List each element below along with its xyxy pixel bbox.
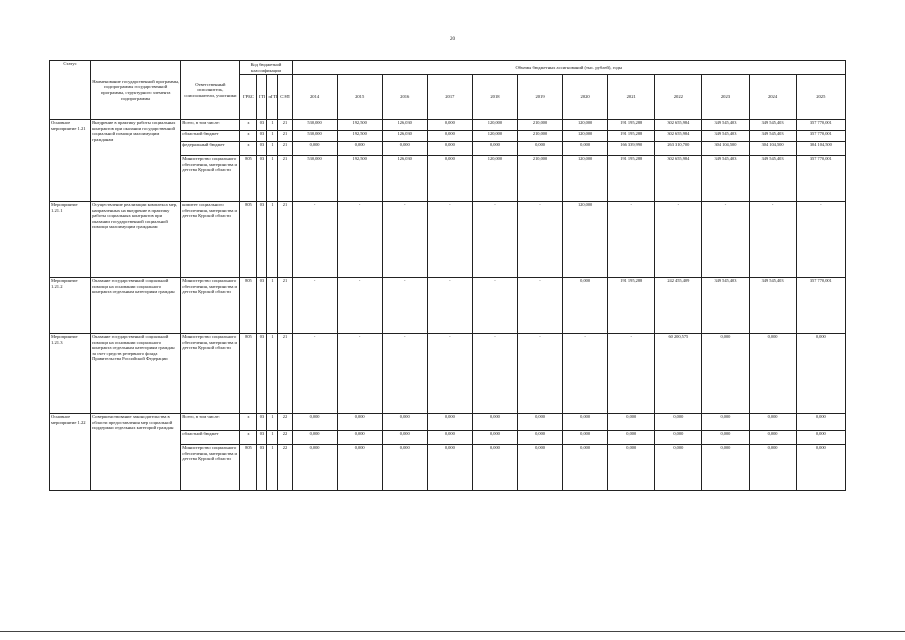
value-cell: 0,000 <box>292 445 337 491</box>
value-cell: 166 339,990 <box>608 142 655 156</box>
value-cell: 60 200,575 <box>655 334 702 414</box>
value-cell: - <box>292 334 337 414</box>
code-cell: 03 <box>257 202 267 278</box>
value-cell: 0,000 <box>749 445 796 491</box>
code-cell: 22 <box>278 431 292 445</box>
code-cell: 1 <box>267 120 278 131</box>
code-cell: х <box>240 120 257 131</box>
value-cell: 0,000 <box>427 131 472 142</box>
code-cell: х <box>240 414 257 431</box>
value-cell: 120,000 <box>472 131 517 142</box>
code-cell: 21 <box>278 142 292 156</box>
value-cell: 0,000 <box>337 142 382 156</box>
value-cell: 0,000 <box>749 431 796 445</box>
value-cell: 192,500 <box>337 156 382 202</box>
value-cell: 304 104,500 <box>796 142 845 156</box>
code-cell: 1 <box>267 334 278 414</box>
code-cell: 21 <box>278 278 292 334</box>
code-cell: 03 <box>257 334 267 414</box>
value-cell: 530,000 <box>292 131 337 142</box>
value-cell: 304 104,500 <box>749 142 796 156</box>
value-cell: 302 655,984 <box>655 131 702 142</box>
code-cell: 1 <box>267 142 278 156</box>
value-cell: - <box>472 278 517 334</box>
value-cell: - <box>563 334 608 414</box>
name-cell: Внедрение в практику работы социальных контрактов при оказании государственной социальной помощи малоимущим гражданам <box>91 120 181 202</box>
value-cell: 0,000 <box>702 445 749 491</box>
value-cell: 0,000 <box>292 431 337 445</box>
value-cell: 0,000 <box>655 445 702 491</box>
header-year: 2021 <box>608 75 655 120</box>
value-cell: 349 545,403 <box>749 120 796 131</box>
value-cell: 126,030 <box>382 156 427 202</box>
value-cell: - <box>337 202 382 278</box>
value-cell: 191 195,288 <box>608 120 655 131</box>
code-cell: 21 <box>278 202 292 278</box>
value-cell: - <box>517 202 562 278</box>
value-cell: - <box>382 202 427 278</box>
header-volumes: Объемы бюджетных ассигнований (тыс. рублей), годы <box>292 61 845 75</box>
table-body <box>50 120 846 491</box>
header-year: 2016 <box>382 75 427 120</box>
executor-cell: Министерство социального обеспечения, материнства и детства Курской области <box>181 156 240 202</box>
status-cell: Основное мероприятие 1.21 <box>50 120 91 202</box>
value-cell: 0,000 <box>655 431 702 445</box>
value-cell: 0,000 <box>337 414 382 431</box>
value-cell: 120,000 <box>563 156 608 202</box>
name-cell: Оказание государственной социальной помощи на основании социального контракта отдельным категориям граждан за счет средств резервного фонда Правительства Российской Федерации <box>91 334 181 414</box>
header-year: 2017 <box>427 75 472 120</box>
value-cell: 0,000 <box>382 445 427 491</box>
value-cell: 0,000 <box>796 414 845 431</box>
value-cell: 120,000 <box>472 120 517 131</box>
executor-cell: Всего, в том числе: <box>181 120 240 131</box>
executor-cell: федеральный бюджет <box>181 142 240 156</box>
status-cell: Мероприятие 1.21.2 <box>50 278 91 334</box>
value-cell: 357 770,001 <box>796 278 845 334</box>
value-cell: 304 104,500 <box>702 142 749 156</box>
code-cell: 805 <box>240 445 257 491</box>
value-cell: 0,000 <box>563 414 608 431</box>
value-cell: 349 545,403 <box>702 156 749 202</box>
value-cell: - <box>655 202 702 278</box>
value-cell: - <box>472 202 517 278</box>
value-cell: 349 545,403 <box>702 120 749 131</box>
header-year: 2023 <box>702 75 749 120</box>
header-code-grbs: ГРБС <box>240 75 257 120</box>
value-cell: 120,000 <box>563 202 608 278</box>
code-cell: 21 <box>278 131 292 142</box>
value-cell: 192,500 <box>337 131 382 142</box>
value-cell: - <box>749 202 796 278</box>
header-status: Статус <box>50 61 91 120</box>
value-cell: 210,000 <box>517 156 562 202</box>
code-cell: х <box>240 142 257 156</box>
value-cell: 0,000 <box>517 414 562 431</box>
value-cell: 0,000 <box>796 445 845 491</box>
name-cell: Оказание государственной социальной помощи на основании социального контракта отдельным категориям граждан <box>91 278 181 334</box>
value-cell: 242 455,409 <box>655 278 702 334</box>
value-cell: 0,000 <box>702 431 749 445</box>
header-code-sep: СЭП <box>278 75 292 120</box>
executor-cell: Министерство социального обеспечения, материнства и детства Курской области <box>181 445 240 491</box>
value-cell: - <box>427 278 472 334</box>
header-name: Наименование государственной программы, подпрограммы государственной программы, структурного элемента подпрограммы <box>91 61 181 120</box>
value-cell: 0,000 <box>608 431 655 445</box>
value-cell: 357 770,001 <box>796 131 845 142</box>
value-cell: - <box>427 334 472 414</box>
value-cell: 0,000 <box>292 414 337 431</box>
value-cell: - <box>796 202 845 278</box>
value-cell: 0,000 <box>517 445 562 491</box>
bottom-rule <box>0 631 905 632</box>
value-cell: 0,000 <box>472 414 517 431</box>
value-cell: 0,000 <box>517 142 562 156</box>
value-cell: 0,000 <box>517 431 562 445</box>
value-cell: 210,000 <box>517 131 562 142</box>
value-cell: 0,000 <box>702 414 749 431</box>
value-cell: 0,000 <box>563 431 608 445</box>
code-cell: 805 <box>240 202 257 278</box>
code-cell: 21 <box>278 120 292 131</box>
code-cell: х <box>240 131 257 142</box>
value-cell: 0,000 <box>382 414 427 431</box>
header-year: 2020 <box>563 75 608 120</box>
header-year: 2024 <box>749 75 796 120</box>
header-code-pgp: пГП <box>267 75 278 120</box>
code-cell: 805 <box>240 334 257 414</box>
code-cell: 805 <box>240 156 257 202</box>
value-cell: - <box>608 334 655 414</box>
value-cell: 0,000 <box>563 142 608 156</box>
value-cell: 357 770,001 <box>796 156 845 202</box>
code-cell: х <box>240 431 257 445</box>
value-cell: 191 195,288 <box>608 131 655 142</box>
code-cell: 03 <box>257 142 267 156</box>
value-cell: 263 310,700 <box>655 142 702 156</box>
value-cell: 0,000 <box>608 414 655 431</box>
code-cell: 1 <box>267 131 278 142</box>
executor-cell: Министерство социального обеспечения, материнства и детства Курской области <box>181 278 240 334</box>
value-cell: - <box>337 278 382 334</box>
value-cell: 120,000 <box>563 120 608 131</box>
value-cell: 0,000 <box>292 142 337 156</box>
value-cell: 0,000 <box>563 445 608 491</box>
value-cell: 349 545,403 <box>702 131 749 142</box>
value-cell: 0,000 <box>472 142 517 156</box>
value-cell: 0,000 <box>796 431 845 445</box>
code-cell: 22 <box>278 445 292 491</box>
value-cell: 357 770,001 <box>796 120 845 131</box>
code-cell: 21 <box>278 334 292 414</box>
header-code-group: Код бюджетной классификации <box>240 61 292 75</box>
page-number: 20 <box>450 37 455 42</box>
table-row <box>50 202 846 278</box>
value-cell: 191 195,288 <box>608 278 655 334</box>
table-row <box>50 414 846 431</box>
value-cell: - <box>382 334 427 414</box>
value-cell: 530,000 <box>292 120 337 131</box>
value-cell: 0,000 <box>337 445 382 491</box>
header-executor: Ответственный исполнитель, соисполнители, участники <box>181 61 240 120</box>
code-cell: 03 <box>257 120 267 131</box>
value-cell: - <box>337 334 382 414</box>
value-cell: 0,000 <box>337 431 382 445</box>
value-cell: 349 545,403 <box>749 278 796 334</box>
value-cell: 0,000 <box>749 334 796 414</box>
value-cell: - <box>427 202 472 278</box>
value-cell: 349 545,403 <box>702 278 749 334</box>
code-cell: 1 <box>267 278 278 334</box>
executor-cell: комитет социального обеспечения, материнства и детства Курской области <box>181 202 240 278</box>
value-cell: - <box>292 202 337 278</box>
value-cell: 349 545,403 <box>749 156 796 202</box>
code-cell: 03 <box>257 278 267 334</box>
table-row <box>50 278 846 334</box>
value-cell: - <box>517 334 562 414</box>
header-year: 2019 <box>517 75 562 120</box>
status-cell: Мероприятие 1.21.1 <box>50 202 91 278</box>
name-cell: Совершенствование законодательства в области предоставления мер социальной поддержки отдельных категорий граждан <box>91 414 181 491</box>
value-cell: 302 655,984 <box>655 120 702 131</box>
code-cell: 1 <box>267 445 278 491</box>
value-cell: 0,000 <box>749 414 796 431</box>
value-cell: 0,000 <box>472 431 517 445</box>
value-cell: 0,000 <box>702 334 749 414</box>
code-cell: 1 <box>267 431 278 445</box>
value-cell: 302 655,984 <box>655 156 702 202</box>
value-cell: 126,030 <box>382 120 427 131</box>
executor-cell: Министерство социального обеспечения, материнства и детства Курской области <box>181 334 240 414</box>
value-cell: 0,000 <box>427 431 472 445</box>
value-cell: 120,000 <box>563 131 608 142</box>
value-cell: - <box>382 278 427 334</box>
header-year: 2015 <box>337 75 382 120</box>
status-cell: Основное мероприятие 1.22 <box>50 414 91 491</box>
code-cell: 03 <box>257 156 267 202</box>
code-cell: 21 <box>278 156 292 202</box>
code-cell: 03 <box>257 431 267 445</box>
value-cell: - <box>702 202 749 278</box>
value-cell: 349 545,403 <box>749 131 796 142</box>
header-year: 2025 <box>796 75 845 120</box>
value-cell: - <box>517 278 562 334</box>
budget-table <box>49 60 846 491</box>
value-cell: 0,000 <box>427 156 472 202</box>
value-cell: 0,000 <box>472 445 517 491</box>
code-cell: 1 <box>267 202 278 278</box>
value-cell: 120,000 <box>472 156 517 202</box>
value-cell: 0,000 <box>563 278 608 334</box>
value-cell: 0,000 <box>655 414 702 431</box>
value-cell: 192,500 <box>337 120 382 131</box>
value-cell: 0,000 <box>427 414 472 431</box>
header-code-gp: ГП <box>257 75 267 120</box>
value-cell: 191 195,288 <box>608 156 655 202</box>
code-cell: 1 <box>267 156 278 202</box>
code-cell: 03 <box>257 445 267 491</box>
value-cell: 530,000 <box>292 156 337 202</box>
value-cell: 0,000 <box>427 445 472 491</box>
table-row <box>50 334 846 414</box>
name-cell: Осуществление реализации комплекса мер, направленных на внедрение в практику работы социальных контрактов при оказании государственной социальной помощи малоимущим гражданам <box>91 202 181 278</box>
value-cell: 0,000 <box>382 431 427 445</box>
value-cell: - <box>292 278 337 334</box>
value-cell: - <box>608 202 655 278</box>
code-cell: 22 <box>278 414 292 431</box>
value-cell: 0,000 <box>427 142 472 156</box>
value-cell: 0,000 <box>427 120 472 131</box>
value-cell: 0,000 <box>608 445 655 491</box>
value-cell: - <box>472 334 517 414</box>
table-row <box>50 120 846 131</box>
value-cell: 0,000 <box>796 334 845 414</box>
value-cell: 0,000 <box>382 142 427 156</box>
code-cell: 1 <box>267 414 278 431</box>
code-cell: 805 <box>240 278 257 334</box>
code-cell: 03 <box>257 131 267 142</box>
status-cell: Мероприятие 1.21.3 <box>50 334 91 414</box>
header-year: 2014 <box>292 75 337 120</box>
value-cell: 126,030 <box>382 131 427 142</box>
executor-cell: Всего, в том числе: <box>181 414 240 431</box>
code-cell: 03 <box>257 414 267 431</box>
header-year: 2018 <box>472 75 517 120</box>
header-year: 2022 <box>655 75 702 120</box>
value-cell: 210,000 <box>517 120 562 131</box>
executor-cell: областной бюджет <box>181 431 240 445</box>
executor-cell: областной бюджет <box>181 131 240 142</box>
